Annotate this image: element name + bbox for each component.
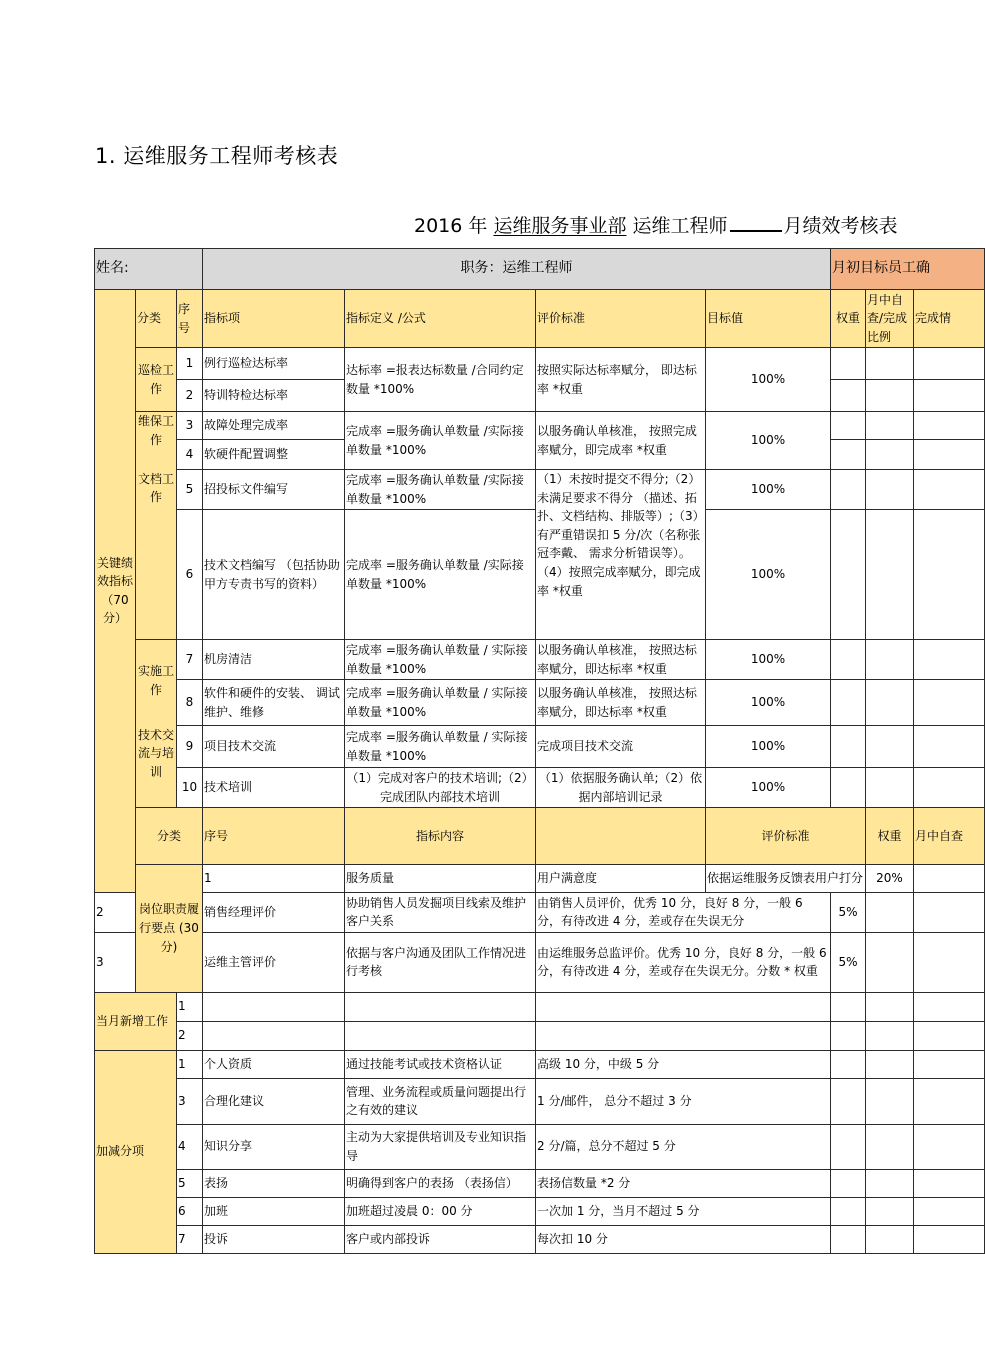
kpi-standard: （1）依据服务确认单;（2）依据内部培训记录: [536, 768, 706, 808]
job-col-content: 指标内容: [345, 808, 536, 865]
kpi-target: 100%: [706, 768, 831, 808]
kpi-completion-cell[interactable]: [914, 768, 985, 808]
kpi-item: 软硬件配置调整: [203, 440, 345, 470]
job-col-category: 分类: [136, 808, 203, 865]
kpi-definition: 完成率 =服务确认单数量 / 实际接单数量 *100%: [345, 640, 536, 680]
kpi-definition: 完成率 =服务确认单数量 / 实际接单数量 *100%: [345, 680, 536, 726]
job-col-blank: [536, 808, 706, 865]
kpi-seq: 1: [177, 348, 203, 380]
form-title-role: 运维工程师: [632, 215, 728, 237]
kpi-item: 软件和硬件的安装、 调试维护、维修: [203, 680, 345, 726]
kpi-seq: 7: [177, 640, 203, 680]
bonus-weight-cell[interactable]: [831, 1050, 866, 1078]
group-inspection: 巡检工作: [136, 348, 177, 412]
kpi-seq: 3: [177, 412, 203, 440]
kpi-col-weight: 权重: [831, 290, 866, 348]
kpi-completion-cell[interactable]: [914, 440, 985, 470]
kpi-completion-cell[interactable]: [914, 470, 985, 510]
new-work-midmonth-cell[interactable]: [866, 1021, 914, 1050]
kpi-target: 100%: [706, 510, 831, 640]
bonus-completion-cell[interactable]: [914, 1225, 985, 1253]
kpi-col-standard: 评价标准: [536, 290, 706, 348]
job-weight: 20%: [866, 864, 914, 892]
job-col-seq: 序号: [203, 808, 345, 865]
kpi-standard: （1）未按时提交不得分;（2）未满足要求不得分 （描述、拓扑、文档结构、排版等）;（3）有严重错误扣 5 分/次（名称张冠李戴、 需求分析错误等）。（4）按照完成率赋分，即完成率 *权重: [536, 470, 706, 640]
bonus-midmonth-cell[interactable]: [866, 1124, 914, 1169]
kpi-target: 100%: [706, 640, 831, 680]
kpi-seq: 5: [177, 470, 203, 510]
kpi-midmonth-cell[interactable]: [866, 412, 914, 440]
job-content: 协助销售人员发掘项目线索及维护客户关系: [345, 892, 536, 932]
appraisal-table-viewport: [94, 248, 964, 1246]
bonus-seq: 7: [177, 1225, 203, 1253]
kpi-target: 100%: [706, 470, 831, 510]
group-maintenance: 维保工作: [136, 412, 177, 470]
kpi-item: 招投标文件编写: [203, 470, 345, 510]
new-work-content-cell[interactable]: [345, 992, 536, 1021]
document-heading: 1. 运维服务工程师考核表: [95, 144, 339, 168]
new-work-completion-cell[interactable]: [914, 992, 985, 1021]
bonus-seq: 6: [177, 1197, 203, 1225]
form-title-year: 2016 年: [414, 215, 488, 237]
kpi-midmonth-cell[interactable]: [866, 768, 914, 808]
kpi-midmonth-cell[interactable]: [866, 380, 914, 412]
new-work-standard-cell[interactable]: [536, 1021, 831, 1050]
bonus-standard: 每次扣 10 分: [536, 1225, 831, 1253]
kpi-item: 机房清洁: [203, 640, 345, 680]
job-standard: 依据运维服务反馈表用户打分: [706, 864, 866, 892]
kpi-standard: 按照实际达标率赋分， 即达标率 *权重: [536, 348, 706, 412]
bonus-completion-cell[interactable]: [914, 1169, 985, 1197]
kpi-col-completion: 完成情: [914, 290, 985, 348]
bonus-content: 客户或内部投诉: [345, 1225, 536, 1253]
kpi-target: 100%: [706, 412, 831, 470]
group-docs: 文档工作: [136, 470, 177, 640]
job-content: 用户满意度: [536, 864, 706, 892]
kpi-weight-cell[interactable]: [831, 412, 866, 440]
bonus-content: 管理、业务流程或质量问题提出行之有效的建议: [345, 1078, 536, 1124]
kpi-item: 项目技术交流: [203, 726, 345, 768]
kpi-standard: 以服务确认单核准， 按照达标率赋分，即达标率 *权重: [536, 680, 706, 726]
target-confirm-label: 月初目标员工确: [831, 249, 985, 290]
job-col-weight: 权重: [866, 808, 914, 865]
bonus-completion-cell[interactable]: [914, 1124, 985, 1169]
bonus-midmonth-cell[interactable]: [866, 1078, 914, 1124]
bonus-item: 知识分享: [203, 1124, 345, 1169]
kpi-weight-cell[interactable]: [831, 470, 866, 510]
kpi-item: 特训特检达标率: [203, 380, 345, 412]
kpi-seq: 9: [177, 726, 203, 768]
kpi-target: 100%: [706, 726, 831, 768]
bonus-standard: 表扬信数量 *2 分: [536, 1169, 831, 1197]
kpi-col-seq: 序号: [177, 290, 203, 348]
kpi-col-item: 指标项: [203, 290, 345, 348]
kpi-seq: 8: [177, 680, 203, 726]
job-standard: 由运维服务总监评价。优秀 10 分，良好 8 分，一般 6 分，有待改进 4 分，差或存在失误无分。分数 * 权重: [536, 932, 831, 992]
bonus-item: 合理化建议: [203, 1078, 345, 1124]
kpi-col-category: 分类: [136, 290, 177, 348]
bonus-seq: 1: [177, 1050, 203, 1078]
new-work-completion-cell[interactable]: [914, 1021, 985, 1050]
kpi-midmonth-cell[interactable]: [866, 348, 914, 380]
bonus-midmonth-cell[interactable]: [866, 1197, 914, 1225]
appraisal-table: [94, 248, 985, 1254]
job-completion-cell[interactable]: [914, 932, 985, 992]
kpi-seq: 10: [177, 768, 203, 808]
kpi-midmonth-cell[interactable]: [866, 470, 914, 510]
job-midmonth-cell[interactable]: [914, 864, 985, 892]
job-midmonth-cell[interactable]: [866, 932, 914, 992]
job-weight: 5%: [831, 932, 866, 992]
bonus-seq: 3: [177, 1078, 203, 1124]
job-content: 依据与客户沟通及团队工作情况进行考核: [345, 932, 536, 992]
kpi-col-midmonth: 月中自查/完成比例: [866, 290, 914, 348]
kpi-section-label: 关键绩效指标（70分）: [95, 290, 136, 893]
kpi-midmonth-cell[interactable]: [866, 726, 914, 768]
bonus-section-label: 加减分项: [95, 1050, 177, 1253]
form-title-dept: 运维服务事业部: [493, 215, 627, 237]
bonus-content: 明确得到客户的表扬 （表扬信）: [345, 1169, 536, 1197]
new-work-weight-cell[interactable]: [831, 1021, 866, 1050]
job-weight: 5%: [831, 892, 866, 932]
job-col-standard: 评价标准: [706, 808, 866, 865]
kpi-weight-cell[interactable]: [831, 510, 866, 640]
bonus-item: 加班: [203, 1197, 345, 1225]
kpi-seq: 4: [177, 440, 203, 470]
kpi-weight-cell[interactable]: [831, 380, 866, 412]
bonus-standard: 1 分/邮件， 总分不超过 3 分: [536, 1078, 831, 1124]
kpi-col-target: 目标值: [706, 290, 831, 348]
kpi-midmonth-cell[interactable]: [866, 680, 914, 726]
job-col-midmonth: 月中自查: [914, 808, 985, 865]
kpi-definition: （1）完成对客户的技术培训;（2）完成团队内部技术培训: [345, 768, 536, 808]
kpi-seq: 6: [177, 510, 203, 640]
group-tech-exchange: 技术交流与培训: [136, 726, 177, 808]
kpi-definition: 完成率 =服务确认单数量 /实际接单数量 *100%: [345, 510, 536, 640]
bonus-weight-cell[interactable]: [831, 1225, 866, 1253]
kpi-weight-cell[interactable]: [831, 348, 866, 380]
kpi-definition: 完成率 =服务确认单数量 /实际接单数量 *100%: [345, 470, 536, 510]
job-seq: 1: [203, 864, 345, 892]
bonus-seq: 4: [177, 1124, 203, 1169]
kpi-definition: 完成率 =服务确认单数量 /实际接单数量 *100%: [345, 412, 536, 470]
kpi-weight-cell[interactable]: [831, 640, 866, 680]
kpi-weight-cell[interactable]: [831, 768, 866, 808]
month-blank[interactable]: [730, 216, 782, 232]
bonus-midmonth-cell[interactable]: [866, 1169, 914, 1197]
kpi-completion-cell[interactable]: [914, 680, 985, 726]
kpi-weight-cell[interactable]: [831, 440, 866, 470]
kpi-item: 例行巡检达标率: [203, 348, 345, 380]
kpi-target: 100%: [706, 680, 831, 726]
bonus-weight-cell[interactable]: [831, 1078, 866, 1124]
bonus-standard: 一次加 1 分，当月不超过 5 分: [536, 1197, 831, 1225]
bonus-seq: 5: [177, 1169, 203, 1197]
kpi-completion-cell[interactable]: [914, 726, 985, 768]
kpi-completion-cell[interactable]: [914, 412, 985, 440]
kpi-standard: 以服务确认单核准， 按照达标率赋分，即达标率 *权重: [536, 640, 706, 680]
new-work-midmonth-cell[interactable]: [866, 992, 914, 1021]
new-work-content-cell[interactable]: [345, 1021, 536, 1050]
new-work-seq: 1: [177, 992, 203, 1021]
kpi-standard: 完成项目技术交流: [536, 726, 706, 768]
job-seq: 2: [95, 892, 136, 932]
kpi-completion-cell[interactable]: [914, 380, 985, 412]
kpi-item: 技术文档编写 （包括协助甲方专责书写的资料）: [203, 510, 345, 640]
job-midmonth-cell[interactable]: [866, 892, 914, 932]
group-implementation: 实施工作: [136, 640, 177, 726]
new-work-seq: 2: [177, 1021, 203, 1050]
bonus-weight-cell[interactable]: [831, 1169, 866, 1197]
job-seq: 3: [95, 932, 136, 992]
bonus-item: 个人资质: [203, 1050, 345, 1078]
bonus-content: 通过技能考试或技术资格认证: [345, 1050, 536, 1078]
bonus-weight-cell[interactable]: [831, 1124, 866, 1169]
kpi-definition: 达标率 =报表达标数量 /合同约定数量 *100%: [345, 348, 536, 412]
kpi-item: 技术培训: [203, 768, 345, 808]
new-work-item-cell[interactable]: [203, 992, 345, 1021]
job-item: 服务质量: [345, 864, 536, 892]
kpi-completion-cell[interactable]: [914, 640, 985, 680]
form-title-suffix: 月绩效考核表: [783, 215, 898, 237]
name-label[interactable]: 姓名:: [95, 249, 203, 290]
kpi-midmonth-cell[interactable]: [866, 510, 914, 640]
bonus-item: 表扬: [203, 1169, 345, 1197]
position-label: 职务：运维工程师: [203, 249, 831, 290]
bonus-weight-cell[interactable]: [831, 1197, 866, 1225]
new-work-item-cell[interactable]: [203, 1021, 345, 1050]
kpi-seq: 2: [177, 380, 203, 412]
job-item: 销售经理评价: [203, 892, 345, 932]
kpi-standard: 以服务确认单核准， 按照完成率赋分，即完成率 *权重: [536, 412, 706, 470]
job-section-label: 岗位职责履行要点 (30 分): [136, 864, 203, 992]
bonus-content: 主动为大家提供培训及专业知识指导: [345, 1124, 536, 1169]
bonus-standard: 高级 10 分，中级 5 分: [536, 1050, 831, 1078]
kpi-target: 100%: [706, 348, 831, 412]
kpi-col-definition: 指标定义 /公式: [345, 290, 536, 348]
form-title: [414, 211, 898, 238]
job-standard: 由销售人员评价，优秀 10 分，良好 8 分，一般 6 分，有待改进 4 分，差或存在失误无分: [536, 892, 831, 932]
job-completion-cell[interactable]: [914, 892, 985, 932]
kpi-completion-cell[interactable]: [914, 510, 985, 640]
bonus-completion-cell[interactable]: [914, 1197, 985, 1225]
kpi-weight-cell[interactable]: [831, 726, 866, 768]
new-work-weight-cell[interactable]: [831, 992, 866, 1021]
kpi-definition: 完成率 =服务确认单数量 / 实际接单数量 *100%: [345, 726, 536, 768]
new-work-label: 当月新增工作: [95, 992, 177, 1050]
bonus-standard: 2 分/篇，总分不超过 5 分: [536, 1124, 831, 1169]
bonus-midmonth-cell[interactable]: [866, 1050, 914, 1078]
kpi-midmonth-cell[interactable]: [866, 440, 914, 470]
job-item: 运维主管评价: [203, 932, 345, 992]
bonus-content: 加班超过凌晨 0：00 分: [345, 1197, 536, 1225]
bonus-item: 投诉: [203, 1225, 345, 1253]
bonus-midmonth-cell[interactable]: [866, 1225, 914, 1253]
bonus-completion-cell[interactable]: [914, 1050, 985, 1078]
new-work-standard-cell[interactable]: [536, 992, 831, 1021]
kpi-item: 故障处理完成率: [203, 412, 345, 440]
kpi-completion-cell[interactable]: [914, 348, 985, 380]
kpi-weight-cell[interactable]: [831, 680, 866, 726]
kpi-midmonth-cell[interactable]: [866, 640, 914, 680]
bonus-completion-cell[interactable]: [914, 1078, 985, 1124]
